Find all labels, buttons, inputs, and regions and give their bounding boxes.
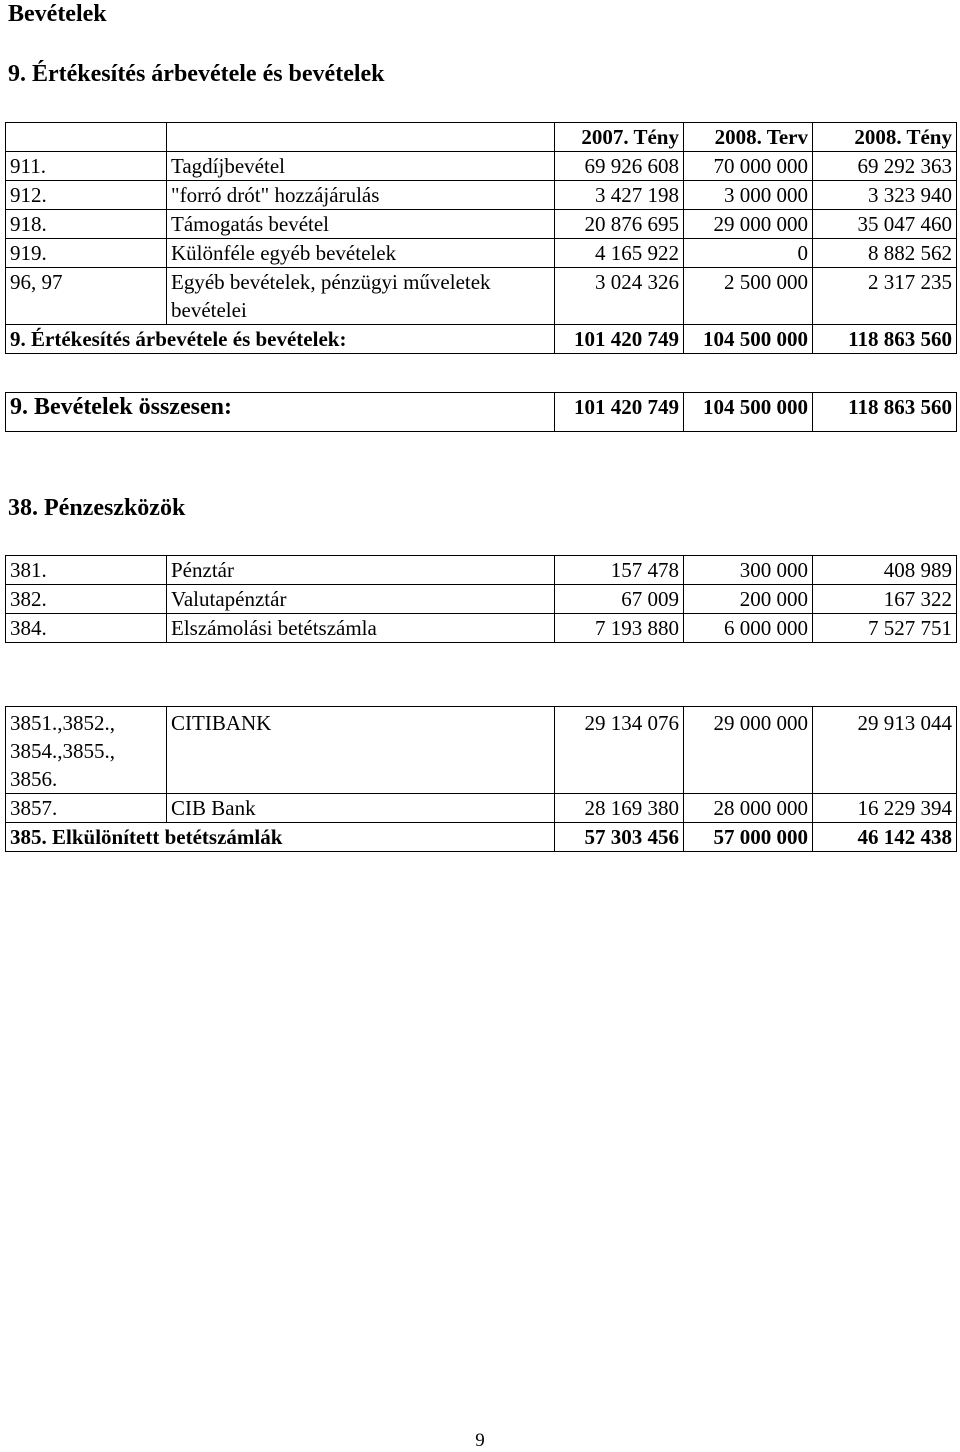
row-value-2008-plan: 200 000: [684, 585, 813, 614]
subtotal-label: 9. Értékesítés árbevétele és bevételek:: [6, 325, 555, 354]
cash-table: [5, 555, 957, 643]
row-value-2008: 35 047 460: [813, 210, 957, 239]
row-value-2008-plan: 29 000 000: [684, 707, 813, 794]
revenue-table: [5, 122, 957, 354]
grand-total-2008: 118 863 560: [813, 393, 957, 432]
table-header-row: [6, 123, 957, 152]
row-value-2008-plan: 300 000: [684, 556, 813, 585]
grand-total-table: [5, 392, 957, 432]
row-value-2008: 408 989: [813, 556, 957, 585]
row-name: CITIBANK: [167, 707, 555, 794]
table-row: [6, 181, 957, 210]
table-row: [6, 614, 957, 643]
row-value-2007: 7 193 880: [555, 614, 684, 643]
grand-total-2008-plan: 104 500 000: [684, 393, 813, 432]
table-row: [6, 794, 957, 823]
row-code: 3857.: [6, 794, 167, 823]
row-value-2007: 4 165 922: [555, 239, 684, 268]
row-value-2008-plan: 6 000 000: [684, 614, 813, 643]
row-code: 381.: [6, 556, 167, 585]
row-value-2008: 7 527 751: [813, 614, 957, 643]
row-code: 382.: [6, 585, 167, 614]
table-row: [6, 707, 957, 794]
row-value-2007: 69 926 608: [555, 152, 684, 181]
row-value-2007: 28 169 380: [555, 794, 684, 823]
grand-total-row: [6, 393, 957, 432]
row-name: Különféle egyéb bevételek: [167, 239, 555, 268]
grand-total-2007: 101 420 749: [555, 393, 684, 432]
subtotal-row: [6, 823, 957, 852]
table-row: [6, 210, 957, 239]
row-code: 3851.,3852., 3854.,3855., 3856.: [6, 707, 167, 794]
row-name: Valutapénztár: [167, 585, 555, 614]
header-2007-actual: 2007. Tény: [555, 123, 684, 152]
row-name: Pénztár: [167, 556, 555, 585]
row-name: Egyéb bevételek, pénzügyi műveletek bevételei: [167, 268, 555, 325]
subtotal-2008-plan: 104 500 000: [684, 325, 813, 354]
header-2008-actual: 2008. Tény: [813, 123, 957, 152]
row-value-2008: 8 882 562: [813, 239, 957, 268]
row-value-2008: 3 323 940: [813, 181, 957, 210]
row-name: "forró drót" hozzájárulás: [167, 181, 555, 210]
table-row: [6, 152, 957, 181]
row-value-2007: 29 134 076: [555, 707, 684, 794]
table-row: [6, 585, 957, 614]
row-value-2008-plan: 3 000 000: [684, 181, 813, 210]
subtotal-2008: 118 863 560: [813, 325, 957, 354]
subtotal-2008: 46 142 438: [813, 823, 957, 852]
row-value-2007: 67 009: [555, 585, 684, 614]
page-title: Bevételek: [8, 1, 107, 27]
subtotal-2007: 101 420 749: [555, 325, 684, 354]
page-number: 9: [475, 1430, 485, 1451]
row-code: 918.: [6, 210, 167, 239]
row-value-2007: 157 478: [555, 556, 684, 585]
row-value-2008-plan: 0: [684, 239, 813, 268]
row-value-2008-plan: 70 000 000: [684, 152, 813, 181]
row-value-2008: 167 322: [813, 585, 957, 614]
row-value-2007: 20 876 695: [555, 210, 684, 239]
row-value-2008-plan: 29 000 000: [684, 210, 813, 239]
subtotal-row: [6, 325, 957, 354]
header-2008-plan: 2008. Terv: [684, 123, 813, 152]
row-name: Tagdíjbevétel: [167, 152, 555, 181]
row-value-2008-plan: 28 000 000: [684, 794, 813, 823]
section-title-revenue: 9. Értékesítés árbevétele és bevételek: [8, 61, 385, 87]
row-value-2008: 2 317 235: [813, 268, 957, 325]
row-value-2008: 69 292 363: [813, 152, 957, 181]
subtotal-label: 385. Elkülönített betétszámlák: [6, 823, 555, 852]
row-value-2008: 29 913 044: [813, 707, 957, 794]
section-title-cash: 38. Pénzeszközök: [8, 495, 186, 521]
row-code: 919.: [6, 239, 167, 268]
table-row: [6, 268, 957, 325]
row-value-2007: 3 427 198: [555, 181, 684, 210]
separate-accounts-table: [5, 706, 957, 852]
row-value-2008-plan: 2 500 000: [684, 268, 813, 325]
row-name: Támogatás bevétel: [167, 210, 555, 239]
row-code: 912.: [6, 181, 167, 210]
row-value-2008: 16 229 394: [813, 794, 957, 823]
table-row: [6, 556, 957, 585]
row-name: Elszámolási betétszámla: [167, 614, 555, 643]
row-code: 96, 97: [6, 268, 167, 325]
header-cell: [6, 123, 167, 152]
header-cell: [167, 123, 555, 152]
subtotal-2008-plan: 57 000 000: [684, 823, 813, 852]
subtotal-2007: 57 303 456: [555, 823, 684, 852]
row-value-2007: 3 024 326: [555, 268, 684, 325]
grand-total-label: 9. Bevételek összesen:: [6, 393, 555, 432]
row-code: 911.: [6, 152, 167, 181]
table-row: [6, 239, 957, 268]
row-code: 384.: [6, 614, 167, 643]
row-name: CIB Bank: [167, 794, 555, 823]
